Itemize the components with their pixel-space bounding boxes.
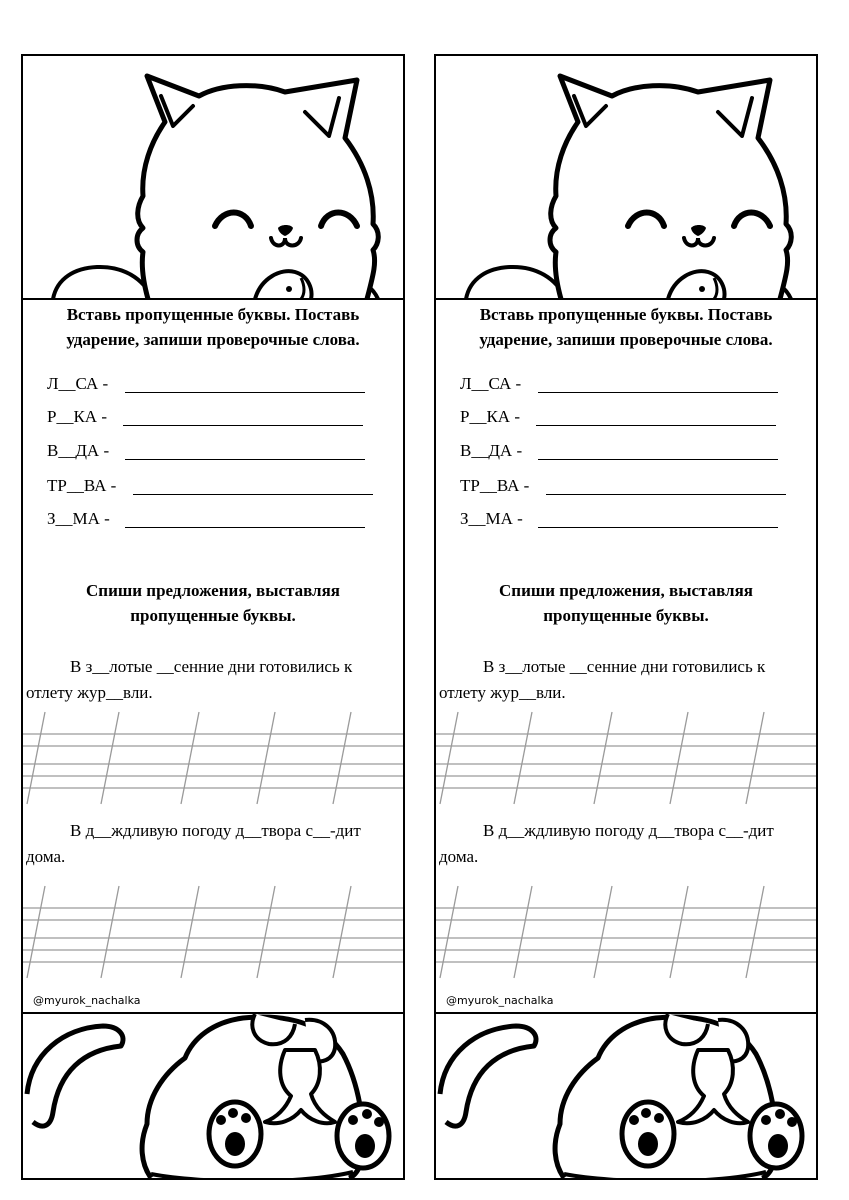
writing-lines[interactable] (436, 882, 816, 982)
cat-head-illustration (436, 56, 816, 299)
sentence-1: В з__лотые __сенние дни готовились к отлету жур__вли. (439, 657, 766, 702)
word-row (460, 439, 810, 463)
answer-blank[interactable] (123, 425, 363, 426)
writing-lines[interactable] (23, 882, 403, 982)
word-row (47, 372, 397, 396)
cat-head-illustration (23, 56, 403, 299)
word-row (47, 507, 397, 531)
task1-title-line2: ударение, запиши проверочные слова. (479, 330, 773, 349)
word-label: З__МА - (47, 509, 110, 528)
word-label: Р__КА - (47, 407, 107, 426)
word-label: З__МА - (460, 509, 523, 528)
answer-blank[interactable] (125, 459, 365, 460)
divider-top (436, 298, 816, 300)
answer-blank[interactable] (125, 392, 365, 393)
answer-blank[interactable] (133, 494, 373, 495)
sentence-2: В д__ждливую погоду д__твора с__-дит дома. (26, 821, 361, 866)
word-label: Л__СА - (47, 374, 109, 393)
task1-title-line1: Вставь пропущенные буквы. Поставь (66, 305, 360, 324)
bookmark-card-right (434, 54, 818, 1180)
answer-blank[interactable] (538, 527, 778, 528)
answer-blank[interactable] (538, 459, 778, 460)
author-handle: @myurok_nachalka (33, 994, 141, 1007)
word-row (47, 405, 397, 429)
cat-body-illustration (436, 1014, 816, 1178)
task1-title-line2: ударение, запиши проверочные слова. (66, 330, 360, 349)
word-row (47, 439, 397, 463)
word-label: В__ДА - (460, 441, 523, 460)
answer-blank[interactable] (125, 527, 365, 528)
word-label: В__ДА - (47, 441, 110, 460)
word-label: Р__КА - (460, 407, 520, 426)
word-row (460, 507, 810, 531)
word-label: Л__СА - (460, 374, 522, 393)
sentence-2: В д__ждливую погоду д__твора с__-дит дома. (439, 821, 774, 866)
task2-title (442, 578, 810, 628)
word-row (460, 474, 810, 498)
writing-lines[interactable] (436, 708, 816, 808)
bookmark-card-left (21, 54, 405, 1180)
task2-title-line1: Спиши предложения, выставляя (499, 581, 753, 600)
author-handle: @myurok_nachalka (446, 994, 554, 1007)
cat-body-illustration (23, 1014, 403, 1178)
writing-lines[interactable] (23, 708, 403, 808)
task1-title (442, 302, 810, 352)
task2-title-line1: Спиши предложения, выставляя (86, 581, 340, 600)
answer-blank[interactable] (546, 494, 786, 495)
word-row (460, 372, 810, 396)
task1-title (29, 302, 397, 352)
task2-title-line2: пропущенные буквы. (130, 606, 296, 625)
sentence-1: В з__лотые __сенние дни готовились к отлету жур__вли. (26, 657, 353, 702)
answer-blank[interactable] (536, 425, 776, 426)
task2-title-line2: пропущенные буквы. (543, 606, 709, 625)
word-row (47, 474, 397, 498)
word-row (460, 405, 810, 429)
word-label: ТР__ВА - (47, 476, 117, 495)
task1-title-line1: Вставь пропущенные буквы. Поставь (479, 305, 773, 324)
task2-title (29, 578, 397, 628)
word-label: ТР__ВА - (460, 476, 530, 495)
divider-top (23, 298, 403, 300)
answer-blank[interactable] (538, 392, 778, 393)
